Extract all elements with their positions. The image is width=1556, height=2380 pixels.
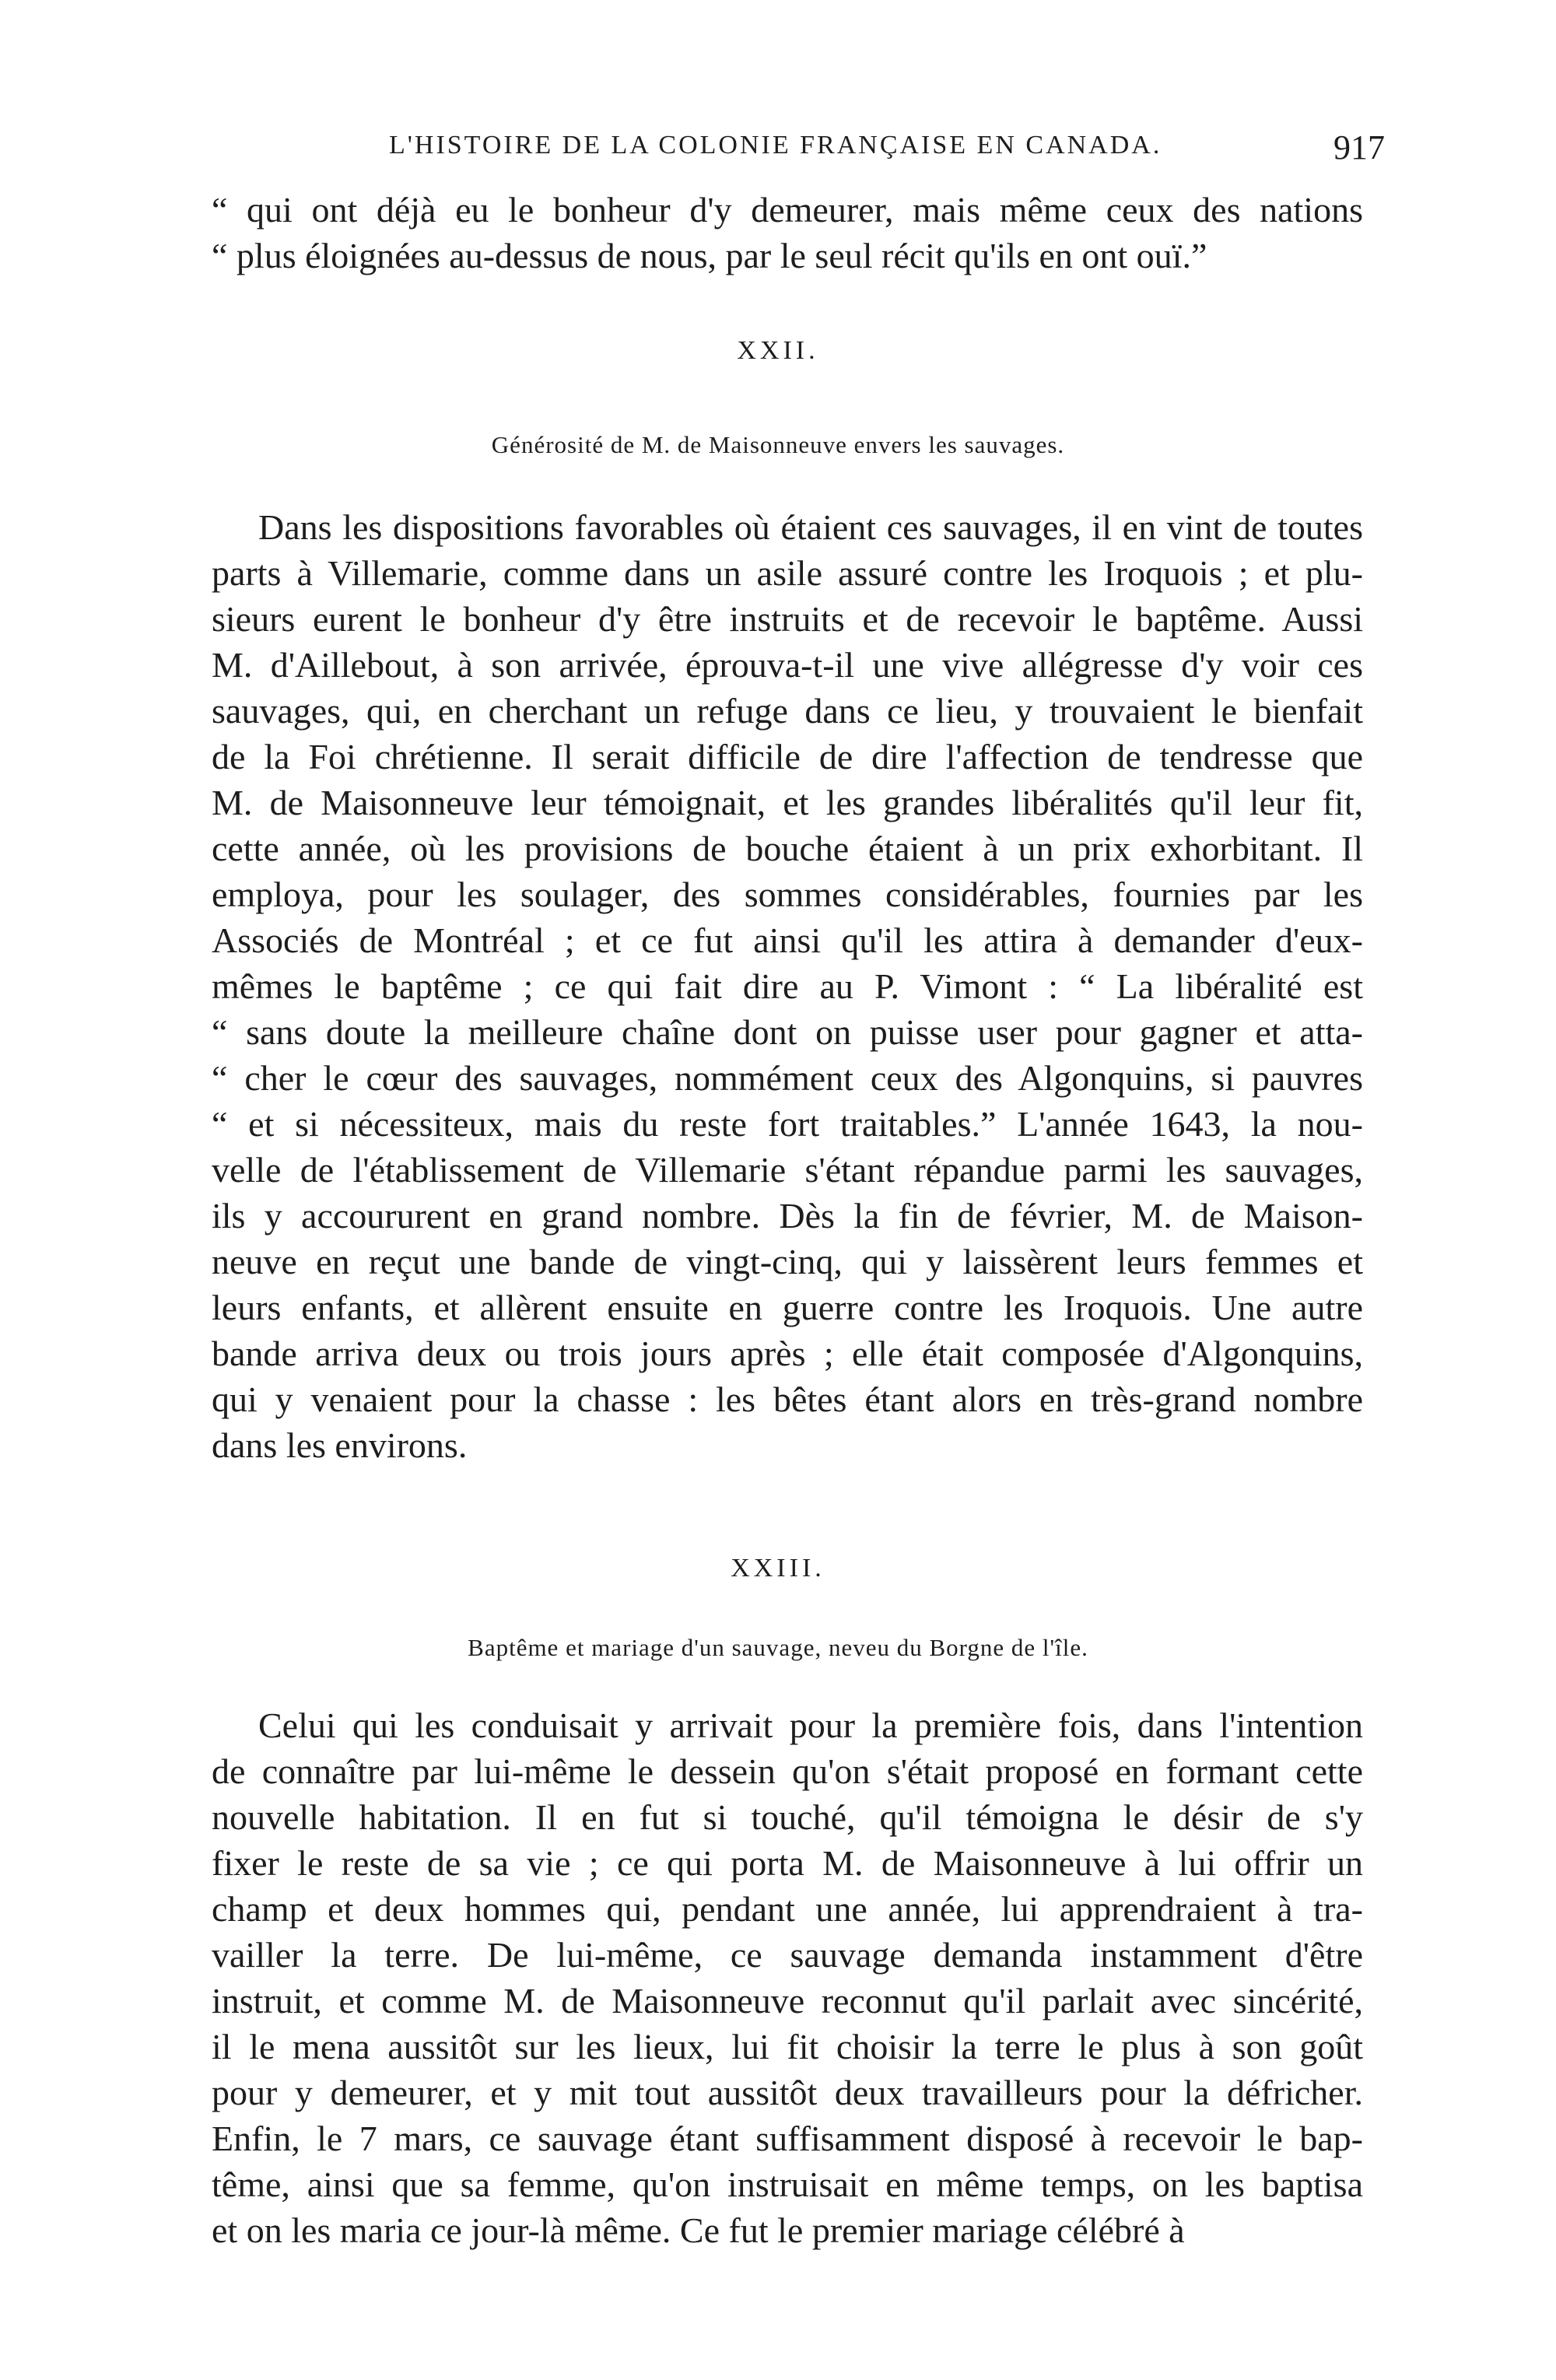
text-line: parts à Villemarie, comme dans un asile assuré contre les Iroquois ; et plu- xyxy=(212,553,1363,593)
text-line: leurs enfants, et allèrent ensuite en guerre contre les Iroquois. Une autre xyxy=(212,1288,1363,1327)
text-line: pour y demeurer, et y mit tout aussitôt deux travailleurs pour la défricher. xyxy=(212,2073,1363,2112)
text-line: fixer le reste de sa vie ; ce qui porta M. de Maisonneuve à lui offrir un xyxy=(212,1843,1363,1883)
text-line: M. d'Aillebout, à son arrivée, éprouva-t-il une vive allégresse d'y voir ces xyxy=(212,645,1363,685)
text-line: et on les maria ce jour-là même. Ce fut le premier mariage célébré à xyxy=(212,2210,1185,2250)
text-line: de la Foi chrétienne. Il serait difficile de dire l'affection de tendresse que xyxy=(212,737,1363,776)
text-line: sieurs eurent le bonheur d'y être instruits et de recevoir le baptême. Aussi xyxy=(212,599,1363,639)
text-line: “ et si nécessiteux, mais du reste fort traitables.” L'année 1643, la nou- xyxy=(212,1104,1363,1144)
text-line: “ qui ont déjà eu le bonheur d'y demeurer, mais même ceux des nations xyxy=(212,190,1363,230)
text-line: neuve en reçut une bande de vingt-cinq, qui y laissèrent leurs femmes et xyxy=(212,1242,1363,1281)
text-line: “ plus éloignées au-dessus de nous, par le seul récit qu'ils en ont ouï.” xyxy=(212,236,1207,275)
text-line: de connaître par lui-même le dessein qu'on s'était proposé en formant cette xyxy=(212,1751,1363,1791)
text-line: “ cher le cœur des sauvages, nommément ceux des Algonquins, si pauvres xyxy=(212,1058,1363,1098)
text-line: Celui qui les conduisait y arrivait pour la première fois, dans l'intention xyxy=(258,1705,1363,1745)
text-line: bande arriva deux ou trois jours après ; elle était composée d'Algonquins, xyxy=(212,1334,1363,1373)
section-number: XXIII. xyxy=(731,1554,825,1583)
paragraph xyxy=(212,504,1363,1468)
paragraph xyxy=(212,1702,1363,2253)
text-line: “ sans doute la meilleure chaîne dont on puisse user pour gagner et atta- xyxy=(212,1012,1363,1052)
text-line: Associés de Montréal ; et ce fut ainsi qu'il les attira à demander d'eux- xyxy=(212,920,1363,960)
text-line: ils y accoururent en grand nombre. Dès la fin de février, M. de Maison- xyxy=(212,1196,1363,1236)
text-line: cette année, où les provisions de bouche étaient à un prix exhorbitant. Il xyxy=(212,829,1363,868)
quote-continuation xyxy=(212,187,1363,279)
section-title: Générosité de M. de Maisonneuve envers les sauvages. xyxy=(491,431,1065,458)
running-title: L'HISTOIRE DE LA COLONIE FRANÇAISE EN CANADA. xyxy=(389,131,1162,159)
section-title: Baptême et mariage d'un sauvage, neveu du Borgne de l'île. xyxy=(468,1634,1088,1661)
text-line: qui y venaient pour la chasse : les bêtes étant alors en très-grand nombre xyxy=(212,1379,1363,1419)
text-line: dans les environs. xyxy=(212,1425,468,1465)
section-number: XXII. xyxy=(737,336,819,365)
text-line: mêmes le baptême ; ce qui fait dire au P. Vimont : “ La libéralité est xyxy=(212,966,1363,1006)
text-line: M. de Maisonneuve leur témoignait, et les grandes libéralités qu'il leur fit, xyxy=(212,783,1363,822)
text-line: tême, ainsi que sa femme, qu'on instruisait en même temps, on les baptisa xyxy=(212,2164,1363,2204)
text-line: nouvelle habitation. Il en fut si touché, qu'il témoigna le désir de s'y xyxy=(212,1797,1363,1837)
text-line: employa, pour les soulager, des sommes considérables, fournies par les xyxy=(212,875,1363,914)
text-line: vailler la terre. De lui-même, ce sauvage demanda instamment d'être xyxy=(212,1935,1363,1975)
text-line: velle de l'établissement de Villemarie s'étant répandue parmi les sauvages, xyxy=(212,1150,1363,1190)
text-line: Enfin, le 7 mars, ce sauvage étant suffisamment disposé à recevoir le bap- xyxy=(212,2119,1363,2158)
text-line: il le mena aussitôt sur les lieux, lui fit choisir la terre le plus à son goût xyxy=(212,2027,1363,2066)
text-line: sauvages, qui, en cherchant un refuge dans ce lieu, y trouvaient le bienfait xyxy=(212,691,1363,731)
text-line: champ et deux hommes qui, pendant une année, lui apprendraient à tra- xyxy=(212,1889,1363,1929)
text-line: Dans les dispositions favorables où étaient ces sauvages, il en vint de toutes xyxy=(258,507,1363,547)
page-number: 917 xyxy=(1333,128,1385,166)
text-line: instruit, et comme M. de Maisonneuve reconnut qu'il parlait avec sincérité, xyxy=(212,1981,1363,2021)
